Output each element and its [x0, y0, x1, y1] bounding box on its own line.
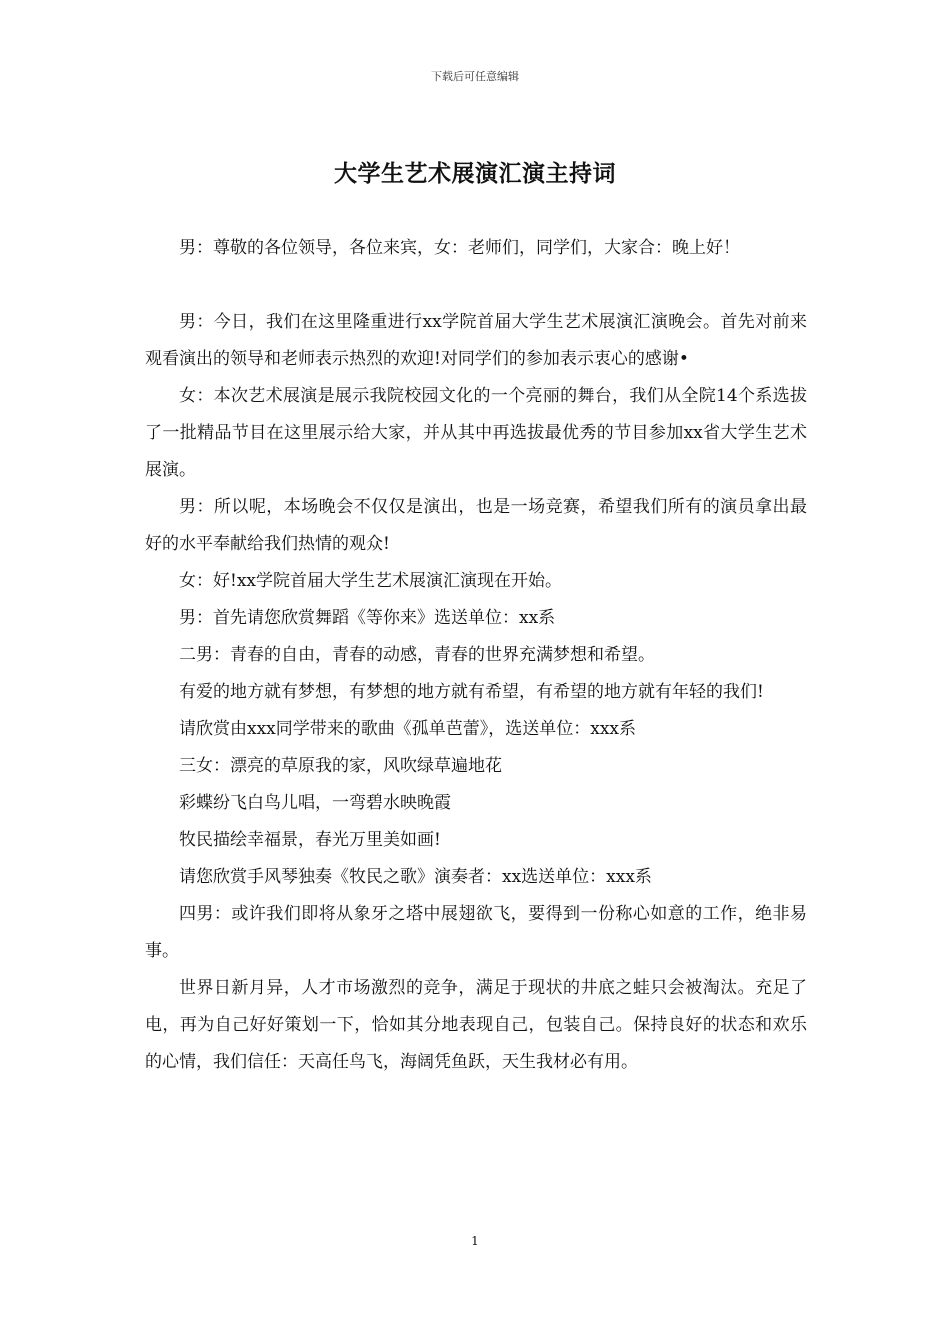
- paragraph: 男：首先请您欣赏舞蹈《等你来》选送单位：xx系: [179, 608, 556, 628]
- paragraph: 世界日新月异，人才市场激烈的竞争，满足于现状的井底之蛙只会被淘汰。充足了电，再为自己好好策划一下，恰如其分地表现自己，包装自己。保持良好的状态和欢乐的心情，我们信任：天高任鸟飞，海阔凭鱼跃，天生我材必有用。: [145, 978, 807, 1072]
- paragraph: 男：今日，我们在这里隆重进行xx学院首届大学生艺术展演汇演晚会。首先对前来观看演出的领导和老师表示热烈的欢迎!对同学们的参加表示衷心的感谢•: [145, 312, 807, 369]
- paragraph: 请您欣赏手风琴独奏《牧民之歌》演奏者：xx选送单位：xxx系: [179, 867, 652, 887]
- paragraph: 男：尊敬的各位领导，各位来宾，女：老师们，同学们，大家合：晚上好！: [179, 238, 740, 258]
- paragraph: 女：好!xx学院首届大学生艺术展演汇演现在开始。: [179, 571, 563, 591]
- paragraph: 三女：漂亮的草原我的家，风吹绿草遍地花: [179, 756, 502, 776]
- paragraph: 请欣赏由xxx同学带来的歌曲《孤单芭蕾》，选送单位：xxx系: [179, 719, 637, 739]
- paragraph: 牧民描绘幸福景，春光万里美如画!: [179, 830, 441, 850]
- paragraph: 男：所以呢，本场晚会不仅仅是演出，也是一场竞赛，希望我们所有的演员拿出最好的水平奉献给我们热情的观众!: [145, 497, 807, 554]
- paragraph: 二男：青春的自由，青春的动感，青春的世界充满梦想和希望。: [179, 645, 655, 665]
- document-body: [145, 230, 807, 1081]
- document-title: 大学生艺术展演汇演主持词: [334, 160, 616, 187]
- paragraph: 女：本次艺术展演是展示我院校园文化的一个亮丽的舞台，我们从全院14个系选拔了一批精品节目在这里展示给大家，并从其中再选拔最优秀的节目参加xx省大学生艺术展演。: [145, 386, 807, 480]
- paragraph: 彩蝶纷飞白鸟儿唱，一弯碧水映晚霞: [179, 793, 451, 813]
- paragraph: 有爱的地方就有梦想，有梦想的地方就有希望，有希望的地方就有年轻的我们!: [179, 682, 764, 702]
- paragraph: 四男：或许我们即将从象牙之塔中展翅欲飞，要得到一份称心如意的工作，绝非易事。: [145, 904, 807, 961]
- page-number: 1: [471, 1234, 479, 1248]
- header-note: 下载后可任意编辑: [431, 70, 519, 83]
